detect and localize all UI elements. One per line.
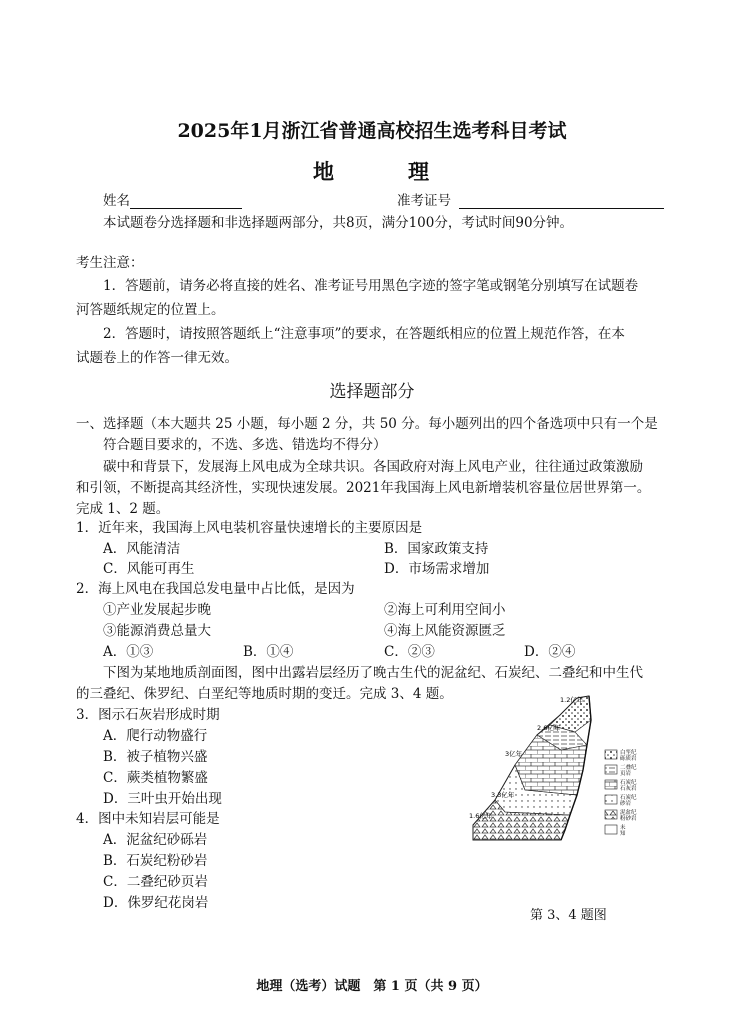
- legend-1-line-2: 砾质岩: [620, 756, 637, 762]
- passage-1-line-3: 完成 1、2 题。: [76, 501, 170, 517]
- question-1-stem: 1．近年来，我国海上风电装机容量快速增长的主要原因是: [76, 520, 423, 536]
- section-intro-line-2: 符合题目要求的，不选、多选、错选均不得分）: [103, 437, 387, 453]
- question-1-option-c[interactable]: C．风能可再生: [103, 561, 195, 577]
- legend-4-line-1: 石炭纪: [620, 795, 637, 801]
- question-1-option-a[interactable]: A．风能清洁: [103, 541, 181, 557]
- question-2-option-b[interactable]: B．①④: [243, 644, 294, 660]
- question-2-statement-2: ②海上可利用空间小: [384, 602, 506, 618]
- exam-title: 2025年1月浙江省普通高校招生选考科目考试: [177, 120, 567, 142]
- name-field[interactable]: [103, 189, 242, 209]
- subject-heading: [0, 156, 744, 186]
- question-3-option-d[interactable]: D．三叶虫开始出现: [103, 791, 222, 807]
- question-2-statement-1: ①产业发展起步晚: [103, 602, 211, 618]
- figure-caption: 第 3、4 题图: [530, 908, 607, 923]
- notice-item-1-line-1: 1．答题前，请务必将直接的姓名、准考证号用黑色字迹的签字笔或钢笔分别填写在试题卷: [103, 278, 639, 294]
- page-footer: 地理（选考）试题 第 1 页（共 9 页）: [256, 979, 488, 994]
- question-3-option-a[interactable]: A．爬行动物盛行: [103, 728, 208, 744]
- question-2-statement-4: ④海上风能资源匮乏: [384, 623, 506, 639]
- legend-3-line-2: 石灰岩: [620, 786, 637, 792]
- question-3-option-c[interactable]: C．蕨类植物繁盛: [103, 770, 208, 786]
- age-label-2: 2.6亿年: [537, 724, 561, 732]
- question-1-option-b[interactable]: B．国家政策支持: [384, 541, 489, 557]
- question-2-stem: 2．海上风电在我国总发电量中占比低，是因为: [76, 581, 355, 597]
- notice-item-1-line-2: 河答题纸规定的位置上。: [76, 302, 225, 318]
- legend-6-line-2: 知: [620, 831, 626, 837]
- legend-2-line-1: 二叠纪: [620, 765, 637, 771]
- age-label-5: 1.6亿年: [469, 812, 493, 820]
- age-label-1: 1.2亿年: [560, 696, 584, 704]
- legend-5-line-1: 泥盆纪: [620, 810, 637, 816]
- question-3-option-b[interactable]: B．被子植物兴盛: [103, 749, 208, 765]
- notice-item-2-line-2: 试题卷上的作答一律无效。: [76, 350, 238, 366]
- legend-5-line-2: 粉砂岩: [620, 816, 637, 822]
- question-2-option-d[interactable]: D．②④: [524, 644, 576, 660]
- question-2-option-a[interactable]: A．①③: [103, 644, 154, 660]
- question-4-stem: 4．图中未知岩层可能是: [76, 811, 220, 827]
- subject-char-2: 理: [408, 159, 431, 184]
- legend-1-line-1: 白垩纪: [620, 750, 637, 756]
- exam-info: 本试题卷分选择题和非选择题两部分，共8页，满分100分，考试时间90分钟。: [103, 215, 574, 231]
- question-4-option-c[interactable]: C．二叠纪砂页岩: [103, 874, 208, 890]
- exam-id-blank[interactable]: [459, 194, 664, 209]
- legend-6-line-1: 未: [620, 825, 626, 831]
- age-label-3: 3亿年: [505, 750, 523, 758]
- age-label-4: 3.3亿年: [491, 791, 515, 799]
- passage-2-line-2: 的三叠纪、侏罗纪、白垩纪等地质时期的变迁。完成 3、4 题。: [76, 686, 453, 702]
- question-2-statement-3: ③能源消费总量大: [103, 623, 211, 639]
- subject-char-1: 地: [313, 159, 336, 184]
- passage-1-line-1: 碳中和背景下，发展海上风电成为全球共识。各国政府对海上风电产业，往往通过政策激励: [103, 459, 643, 475]
- geological-profile-figure: [465, 690, 665, 905]
- passage-2-line-1: 下图为某地地质剖面图，图中出露岩层经历了晚古生代的泥盆纪、石炭纪、二叠纪和中生代: [103, 665, 643, 681]
- figure-legend: [605, 748, 637, 837]
- question-3-stem: 3．图示石灰岩形成时期: [76, 707, 220, 723]
- section-title: 选择题部分: [329, 382, 415, 402]
- name-label: 姓名: [103, 193, 130, 209]
- question-4-option-d[interactable]: D．侏罗纪花岗岩: [103, 895, 209, 911]
- question-2-option-c[interactable]: C．②③: [384, 644, 435, 660]
- notice-item-2-line-1: 2．答题时，请按照答题纸上“注意事项”的要求，在答题纸相应的位置上规范作答，在本: [103, 326, 625, 342]
- passage-1-line-2: 和引领，不断提高其经济性，实现快速发展。2021年我国海上风电新增装机容量位居世界第一。: [76, 480, 651, 496]
- question-1-option-d[interactable]: D．市场需求增加: [384, 561, 490, 577]
- exam-id-field[interactable]: [397, 189, 664, 209]
- notice-heading: 考生注意：: [76, 255, 144, 271]
- section-intro-line-1: 一、选择题（本大题共 25 小题，每小题 2 分，共 50 分。每小题列出的四个备选项中只有一个是: [76, 416, 658, 432]
- legend-2-line-2: 页岩: [620, 771, 632, 777]
- legend-4-line-2: 砂岩: [620, 801, 632, 807]
- legend-3-line-1: 石炭纪: [620, 780, 637, 786]
- question-4-option-b[interactable]: B．石炭纪粉砂岩: [103, 853, 208, 869]
- exam-id-label: 准考证号: [397, 193, 451, 209]
- question-4-option-a[interactable]: A．泥盆纪砂砾岩: [103, 832, 208, 848]
- name-blank[interactable]: [130, 194, 242, 209]
